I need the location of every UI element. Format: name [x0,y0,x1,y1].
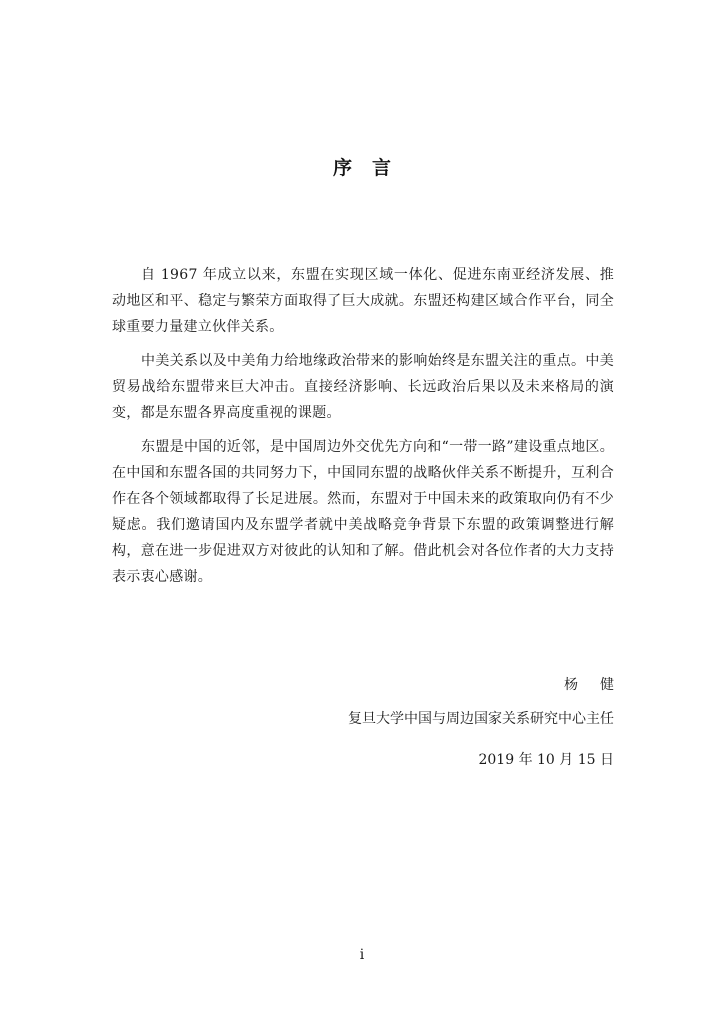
author-affiliation: 复旦大学中国与周边国家关系研究中心主任 [348,711,614,727]
preface-title: 序言 [332,157,411,179]
signature-date: 2019 年 10 月 15 日 [478,752,614,768]
page-number: i [359,947,365,963]
preface-body [112,262,614,598]
author-name: 杨健 [564,677,636,693]
paragraph-1: 自 1967 年成立以来，东盟在实现区域一体化、促进东南亚经济发展、推动地区和平、稳定与繁荣方面取得了巨大成就。东盟还构建区域合作平台，同全球重要力量建立伙伴关系。 [112,267,614,335]
paragraph-2: 中美关系以及中美角力给地缘政治带来的影响始终是东盟关注的重点。中美贸易战给东盟带来巨大冲击。直接经济影响、长远政治后果以及未来格局的演变，都是东盟各界高度重视的课题。 [112,353,614,421]
paragraph-3: 东盟是中国的近邻，是中国周边外交优先方向和“一带一路”建设重点地区。在中国和东盟各国的共同努力下，中国同东盟的战略伙伴关系不断提升，互利合作在各个领域都取得了长足进展。然而，东盟对于中国未来的政策取向仍有不少疑虑。我们邀请国内及东盟学者就中美战略竞争背景下东盟的政策调整进行解构，意在进一步促进双方对彼此的认知和了解。借此机会对各位作者的大力支持表示衷心感谢。 [112,439,614,585]
